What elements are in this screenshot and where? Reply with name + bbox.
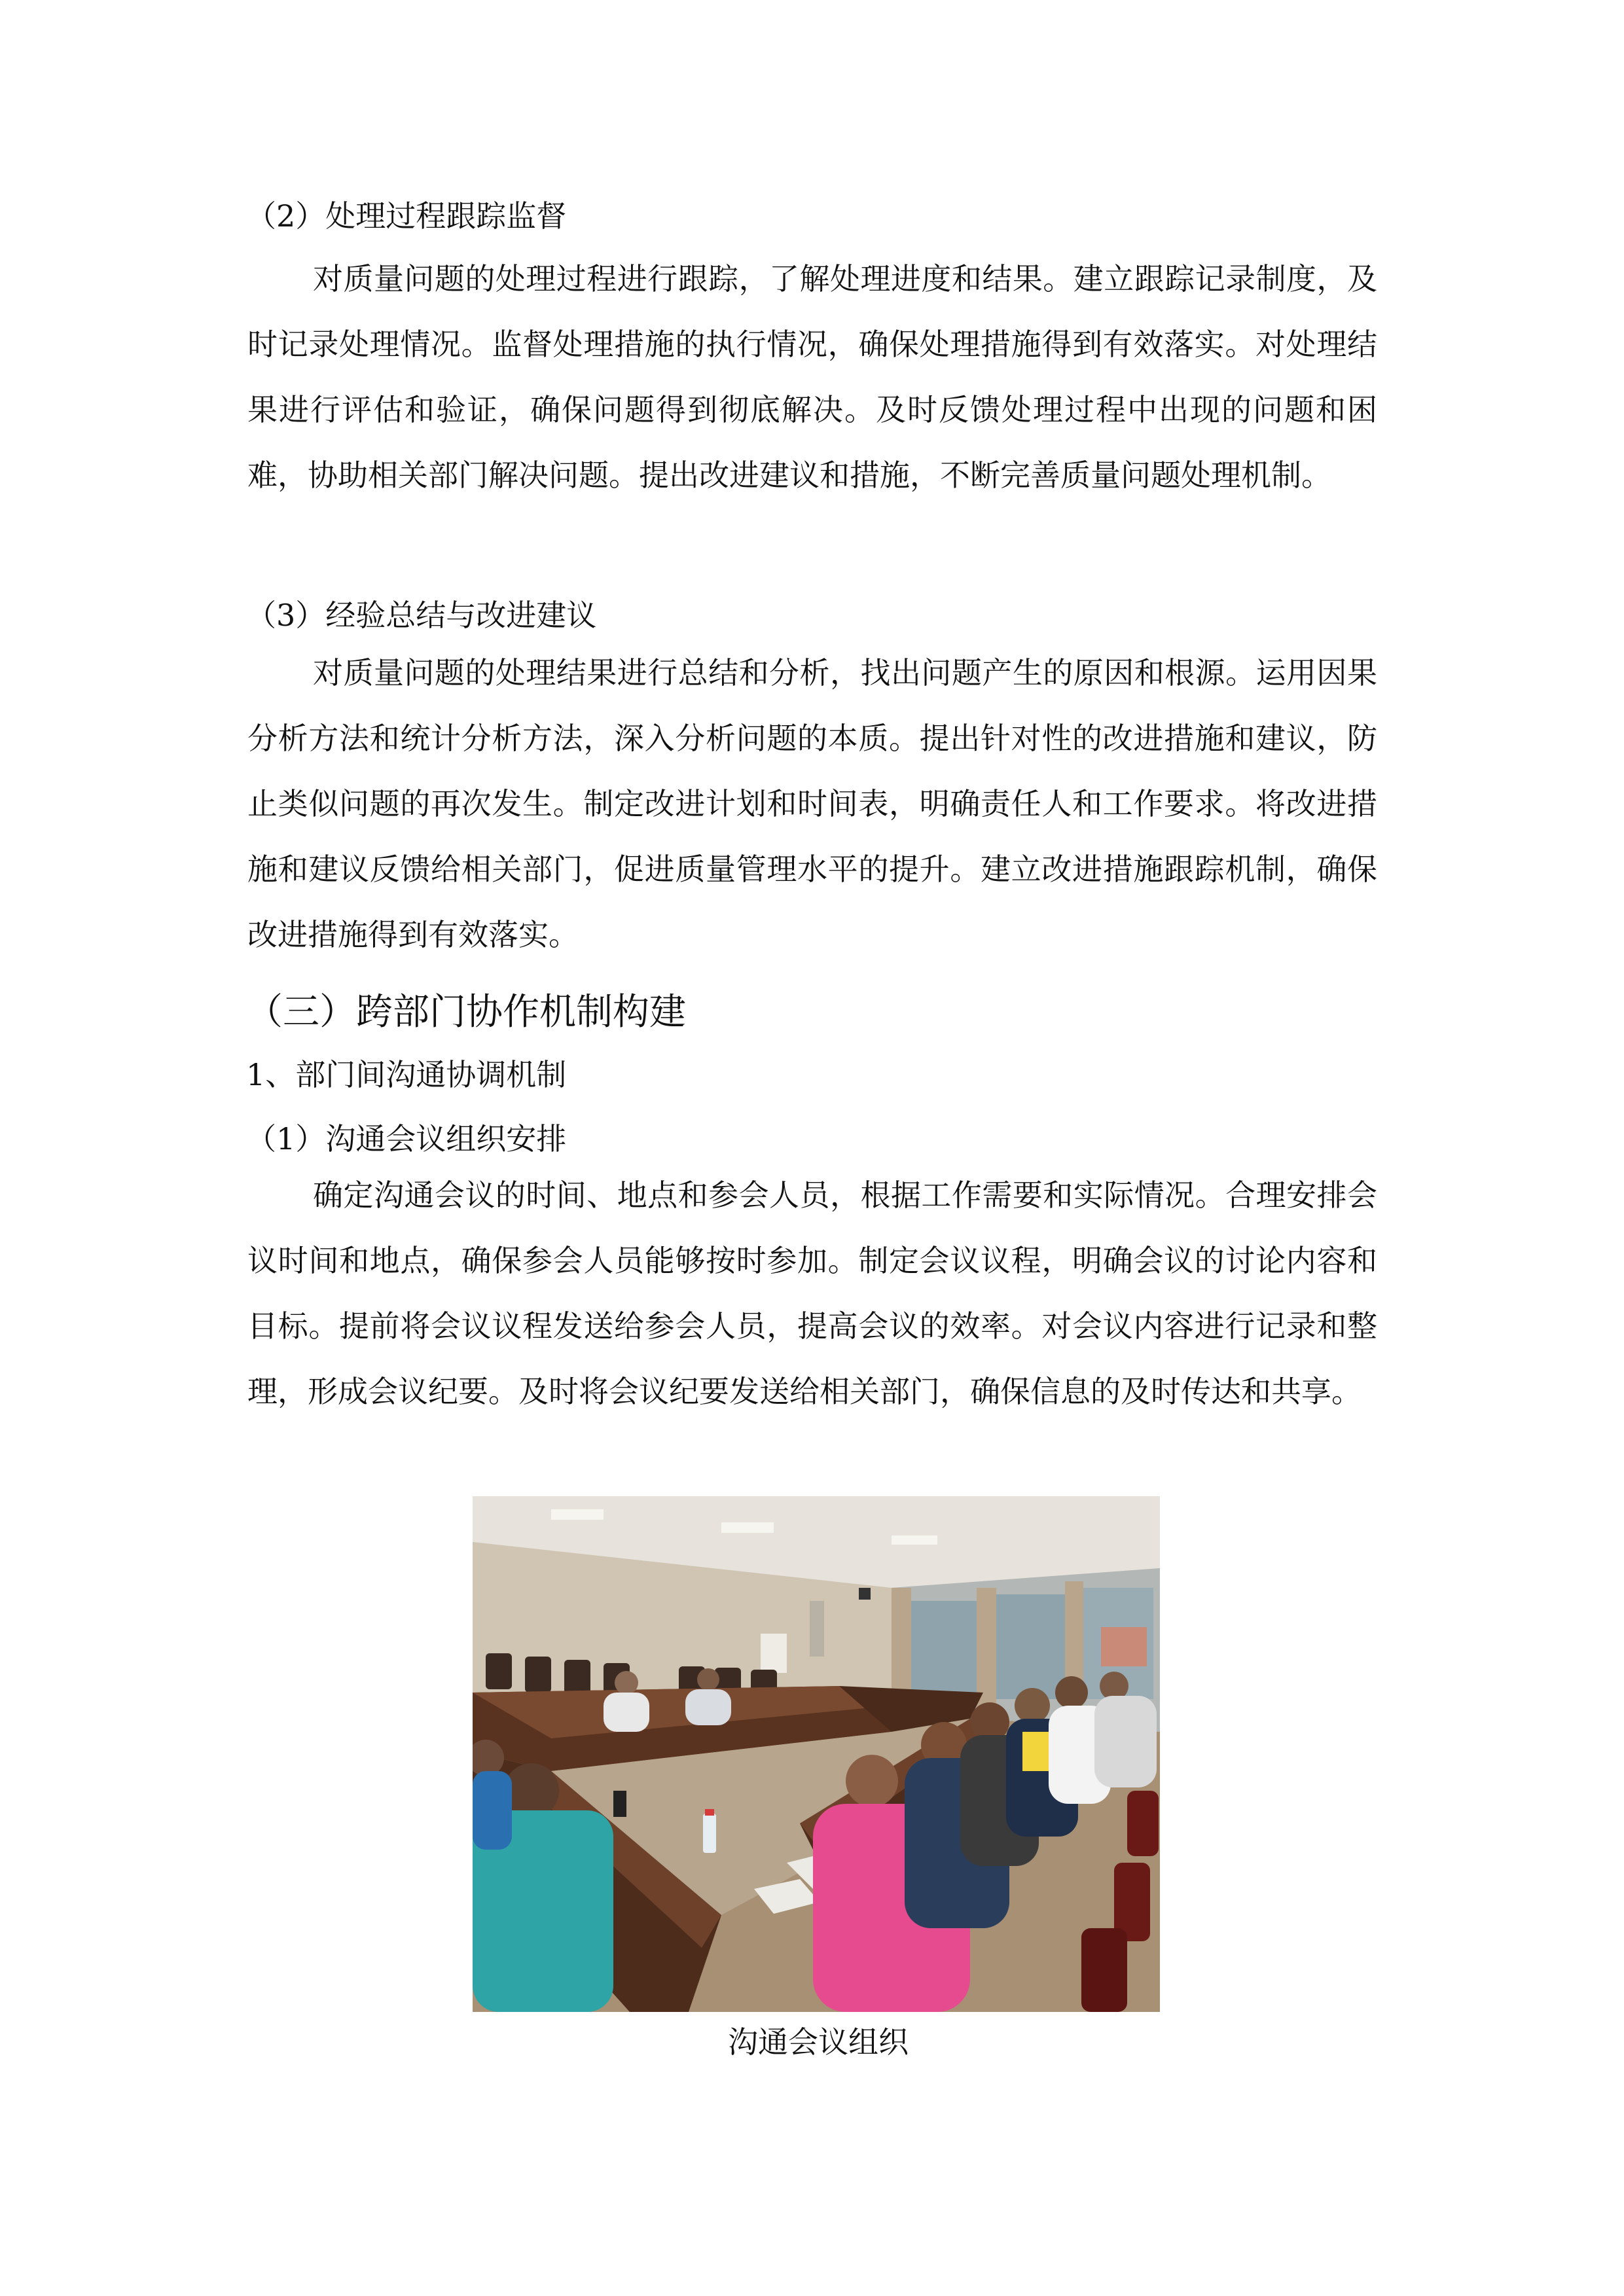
- heading-process-tracking: （2）处理过程跟踪监督: [246, 198, 567, 234]
- paragraph-meeting-arrangement: 确定沟通会议的时间、地点和参会人员，根据工作需要和实际情况。合理安排会议时间和地点，确保参会人员能够按时参加。制定会议议程，明确会议的讨论内容和目标。提前将会议议程发送给参会人员，提高会议的效率。对会议内容进行记录和整理，形成会议纪要。及时将会议纪要发送给相关部门，确保信息的及时传达和共享。: [247, 1177, 1377, 1409]
- heading-communication-mechanism: 1、部门间沟通协调机制: [246, 1057, 567, 1092]
- figure-caption: 沟通会议组织: [728, 2024, 909, 2060]
- meeting-photo: [473, 1496, 1160, 2012]
- paragraph-experience-summary: 对质量问题的处理结果进行总结和分析，找出问题产生的原因和根源。运用因果分析方法和统计分析方法，深入分析问题的本质。提出针对性的改进措施和建议，防止类似问题的再次发生。制定改进计划和时间表，明确责任人和工作要求。将改进措施和建议反馈给相关部门，促进质量管理水平的提升。建立改进措施跟踪机制，确保改进措施得到有效落实。: [247, 655, 1377, 952]
- paragraph-process-tracking: 对质量问题的处理过程进行跟踪，了解处理进度和结果。建立跟踪记录制度，及时记录处理情况。监督处理措施的执行情况，确保处理措施得到有效落实。对处理结果进行评估和验证，确保问题得到彻底解决。及时反馈处理过程中出现的问题和困难，协助相关部门解决问题。提出改进建议和措施，不断完善质量问题处理机制。: [247, 261, 1377, 493]
- heading-experience-summary: （3）经验总结与改进建议: [246, 598, 597, 633]
- heading-cross-department: （三）跨部门协作机制构建: [246, 991, 686, 1033]
- heading-meeting-arrangement: （1）沟通会议组织安排: [246, 1121, 567, 1157]
